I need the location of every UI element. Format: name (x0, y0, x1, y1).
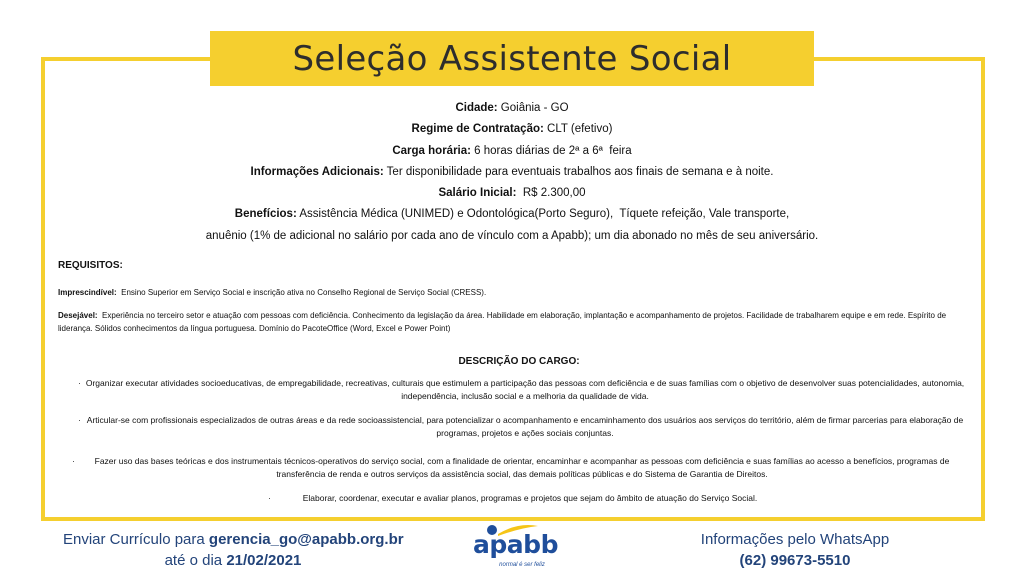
beneficios-value: Assistência Médica (UNIMED) e Odontológica(Porto Seguro), Tíquete refeição, Vale transporte, (296, 208, 790, 221)
desejavel-value: Experiência no terceiro setor e atuação com pessoas com deficiência. Conhecimento da legislação da área. Habilidade em elaboração, implantação e acompanhamento de projetos. Facilidade de trabalharem equipe e em rede. Espírito de liderança. Sólidos conhecimentos da língua portuguesa. Domínio do PacoteOffice (Word, Excel e Power Point) (58, 311, 949, 333)
apabb-logo (468, 522, 563, 576)
bullet-icon: · (268, 493, 271, 503)
desejavel-label: Desejável: (58, 311, 98, 320)
carga-label: Carga horária: (392, 144, 471, 157)
logo-tagline: normal é ser feliz (499, 562, 545, 568)
descricao-item (74, 455, 970, 480)
descricao-item-text: Fazer uso das bases teóricas e dos instrumentais técnicos-operativos do serviço social, com a finalidade de orientar, encaminhar e acompanhar as pessoas com deficiência e suas famílias ao acesso a benefícios, programas de transferência de renda e outros serviços da assistência social, das demais políticas públicas e do Sistema de Garantia de Direitos. (94, 456, 950, 479)
adicionais-label: Informações Adicionais: (250, 165, 384, 178)
salario-label: Salário Inicial: (438, 187, 517, 200)
cidade-label: Cidade: (455, 102, 498, 114)
footer-email-block (63, 529, 403, 571)
info-carga (44, 141, 980, 162)
info-salario (44, 183, 980, 204)
email-line (63, 529, 403, 550)
whatsapp-phone[interactable]: (62) 99673-5510 (739, 552, 851, 569)
whatsapp-label: Informações pelo WhatsApp (700, 531, 890, 548)
until-prefix: até o dia (164, 552, 227, 569)
job-info (44, 98, 980, 247)
deadline-date: 21/02/2021 (226, 552, 302, 569)
bullet-icon: · (78, 378, 81, 388)
descricao-item (80, 414, 970, 439)
title-banner (210, 31, 814, 86)
page-title: Seleção Assistente Social (292, 38, 732, 79)
regime-label: Regime de Contratação: (411, 123, 544, 136)
regime-value: CLT (efetivo) (543, 123, 613, 136)
adicionais-value: Ter disponibilidade para eventuais trabalhos aos finais de semana e à noite. (383, 165, 774, 178)
imprescindivel-value: Ensino Superior em Serviço Social e inscrição ativa no Conselho Regional de Serviço Social (CRESS). (116, 288, 487, 297)
info-cidade (44, 98, 980, 119)
descricao-item-text: Organizar executar atividades socioeducativas, de empregabilidade, recreativas, culturais que estimulem a participação das pessoas com deficiência e de suas famílias com o objetivo de desenvolver suas potencialidades, autonomia, independência, inclusão social e a melhoria da qualidade de vida. (85, 378, 965, 401)
cidade-value: Goiânia - GO (497, 102, 569, 114)
info-beneficios-line2: anuênio (1% de adicional no salário por cada ano de vínculo com a Apabb); um dia abonado no mês de seu aniversário. (205, 229, 819, 242)
descricao-item-text: Elaborar, coordenar, executar e avaliar planos, programas e projetos que sejam do âmbito de atuação do Serviço Social. (302, 493, 758, 503)
requisito-imprescindivel (58, 286, 963, 299)
descricao-title: DESCRIÇÃO DO CARGO: (458, 356, 580, 367)
logo-text: apabb (473, 530, 558, 559)
deadline-line (63, 550, 403, 571)
beneficios-label: Benefícios: (234, 208, 297, 221)
info-beneficios (44, 204, 980, 225)
info-adicionais (44, 162, 980, 183)
imprescindivel-label: Imprescindível: (58, 288, 117, 297)
info-regime (44, 119, 980, 140)
email-link[interactable]: gerencia_go@apabb.org.br (208, 531, 404, 548)
descricao-item-text: Articular-se com profissionais especializados de outras áreas e da rede socioassistencial, para potencializar o acompanhamento e encaminhamento dos usuários aos serviços do território, além de firmar parcerias para elaboração de programas, projetos e ações sociais conjuntas. (86, 415, 964, 438)
salario-value: R$ 2.300,00 (516, 187, 586, 200)
bullet-icon: · (72, 456, 75, 466)
descricao-item (80, 377, 970, 402)
send-prefix: Enviar Currículo para (63, 531, 209, 548)
requisitos-title: REQUISITOS: (58, 260, 123, 271)
footer-whatsapp-block (690, 529, 900, 571)
carga-value: 6 horas diárias de 2ª a 6ª feira (470, 144, 632, 157)
descricao-item (270, 492, 790, 505)
bullet-icon: · (78, 415, 81, 425)
requisito-desejavel (58, 309, 963, 335)
